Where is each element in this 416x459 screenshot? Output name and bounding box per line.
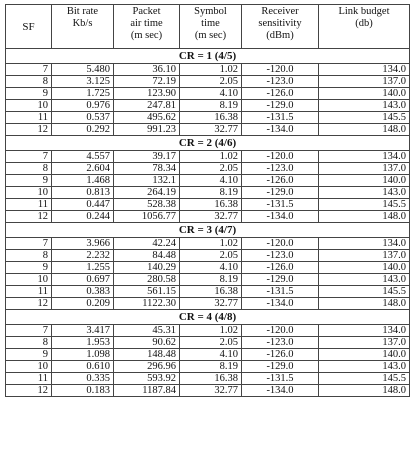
cell-link-budget: 134.0	[319, 325, 410, 337]
cell-sf: 11	[6, 112, 52, 124]
cell-link-budget: 148.0	[319, 298, 410, 310]
cell-bitrate: 0.335	[52, 373, 114, 385]
cell-sf: 12	[6, 298, 52, 310]
cell-airtime: 36.10	[114, 64, 180, 76]
cell-symbol-time: 16.38	[180, 199, 242, 211]
lora-parameters-table	[5, 4, 410, 397]
cell-sensitivity: -126.0	[242, 349, 319, 361]
cell-airtime: 528.38	[114, 199, 180, 211]
cell-symbol-time: 4.10	[180, 349, 242, 361]
table-row	[6, 274, 410, 286]
cell-sensitivity: -126.0	[242, 262, 319, 274]
cell-airtime: 561.15	[114, 286, 180, 298]
header-bitrate-line2: Kb/s	[72, 18, 93, 29]
cell-sf: 12	[6, 385, 52, 397]
cell-symbol-time: 2.05	[180, 250, 242, 262]
table-row	[6, 187, 410, 199]
cell-sf: 7	[6, 325, 52, 337]
cell-sf: 12	[6, 124, 52, 136]
table-row	[6, 76, 410, 88]
cell-link-budget: 143.0	[319, 187, 410, 199]
cell-bitrate: 1.255	[52, 262, 114, 274]
cell-airtime: 72.19	[114, 76, 180, 88]
cell-link-budget: 137.0	[319, 163, 410, 175]
header-symbol-line1: Symbol	[194, 6, 227, 17]
header-sensitivity-line2: sensitivity	[258, 18, 302, 29]
cell-airtime: 78.34	[114, 163, 180, 175]
table-row	[6, 298, 410, 310]
cell-bitrate: 2.604	[52, 163, 114, 175]
header-sensitivity-line1: Receiver	[261, 6, 299, 17]
cell-symbol-time: 4.10	[180, 175, 242, 187]
cell-sf: 8	[6, 337, 52, 349]
cell-symbol-time: 2.05	[180, 76, 242, 88]
cell-link-budget: 137.0	[319, 337, 410, 349]
table-row	[6, 175, 410, 187]
table-row	[6, 262, 410, 274]
cell-symbol-time: 1.02	[180, 325, 242, 337]
cell-sensitivity: -120.0	[242, 151, 319, 163]
cell-airtime: 90.62	[114, 337, 180, 349]
cell-sf: 8	[6, 250, 52, 262]
group-header-row	[6, 223, 410, 238]
cell-sf: 10	[6, 361, 52, 373]
cell-bitrate: 3.417	[52, 325, 114, 337]
header-budget-line2: (db)	[355, 18, 373, 29]
cell-link-budget: 145.5	[319, 286, 410, 298]
header-sf: SF	[6, 5, 52, 49]
cell-bitrate: 1.725	[52, 88, 114, 100]
cell-sensitivity: -129.0	[242, 187, 319, 199]
cell-sf: 11	[6, 373, 52, 385]
table-row	[6, 385, 410, 397]
table-row	[6, 88, 410, 100]
coding-rate-label: CR = 2 (4/6)	[6, 136, 410, 151]
cell-bitrate: 0.183	[52, 385, 114, 397]
cell-symbol-time: 8.19	[180, 187, 242, 199]
cell-link-budget: 148.0	[319, 385, 410, 397]
cell-symbol-time: 4.10	[180, 88, 242, 100]
cell-airtime: 45.31	[114, 325, 180, 337]
header-airtime-line1: Packet	[132, 6, 161, 17]
header-sensitivity-line3: (dBm)	[266, 30, 294, 41]
cell-airtime: 593.92	[114, 373, 180, 385]
cell-sensitivity: -120.0	[242, 238, 319, 250]
cell-symbol-time: 8.19	[180, 361, 242, 373]
table-row	[6, 325, 410, 337]
cell-bitrate: 4.557	[52, 151, 114, 163]
cell-sf: 9	[6, 88, 52, 100]
table-row	[6, 112, 410, 124]
cell-symbol-time: 16.38	[180, 112, 242, 124]
cell-bitrate: 0.244	[52, 211, 114, 223]
cell-airtime: 280.58	[114, 274, 180, 286]
header-sensitivity	[242, 5, 319, 49]
cell-sensitivity: -129.0	[242, 274, 319, 286]
header-bitrate	[52, 5, 114, 49]
cell-link-budget: 148.0	[319, 211, 410, 223]
cell-sensitivity: -126.0	[242, 175, 319, 187]
cell-sf: 8	[6, 163, 52, 175]
header-budget-line1: Link budget	[338, 6, 390, 17]
cell-bitrate: 0.292	[52, 124, 114, 136]
cell-link-budget: 137.0	[319, 250, 410, 262]
cell-link-budget: 134.0	[319, 151, 410, 163]
cell-sensitivity: -120.0	[242, 325, 319, 337]
cell-link-budget: 148.0	[319, 124, 410, 136]
table-header	[6, 5, 410, 49]
cell-link-budget: 140.0	[319, 262, 410, 274]
cell-sensitivity: -134.0	[242, 298, 319, 310]
group-header-row	[6, 136, 410, 151]
cell-sf: 7	[6, 151, 52, 163]
group-header-row	[6, 49, 410, 64]
header-row	[6, 5, 410, 49]
cell-sf: 9	[6, 262, 52, 274]
cell-bitrate: 0.537	[52, 112, 114, 124]
cell-bitrate: 0.976	[52, 100, 114, 112]
cell-airtime: 495.62	[114, 112, 180, 124]
cell-bitrate: 1.468	[52, 175, 114, 187]
cell-sensitivity: -134.0	[242, 124, 319, 136]
cell-bitrate: 0.209	[52, 298, 114, 310]
cell-sf: 8	[6, 76, 52, 88]
cell-bitrate: 2.232	[52, 250, 114, 262]
cell-symbol-time: 8.19	[180, 100, 242, 112]
group-header-row	[6, 310, 410, 325]
cell-airtime: 991.23	[114, 124, 180, 136]
cell-sf: 7	[6, 64, 52, 76]
cell-link-budget: 134.0	[319, 238, 410, 250]
header-airtime-line3: (m sec)	[130, 30, 163, 41]
coding-rate-label: CR = 3 (4/7)	[6, 223, 410, 238]
cell-sensitivity: -131.5	[242, 112, 319, 124]
cell-symbol-time: 16.38	[180, 373, 242, 385]
header-symbol-line2: time	[201, 18, 220, 29]
cell-bitrate: 0.383	[52, 286, 114, 298]
cell-airtime: 1122.30	[114, 298, 180, 310]
table-row	[6, 286, 410, 298]
header-budget	[319, 5, 410, 49]
cell-link-budget: 145.5	[319, 199, 410, 211]
coding-rate-label: CR = 4 (4/8)	[6, 310, 410, 325]
cell-airtime: 264.19	[114, 187, 180, 199]
cell-bitrate: 1.098	[52, 349, 114, 361]
table-row	[6, 250, 410, 262]
table-row	[6, 238, 410, 250]
cell-airtime: 1187.84	[114, 385, 180, 397]
cell-sf: 7	[6, 238, 52, 250]
cell-sensitivity: -120.0	[242, 64, 319, 76]
cell-link-budget: 134.0	[319, 64, 410, 76]
cell-sf: 9	[6, 349, 52, 361]
table-row	[6, 373, 410, 385]
cell-sf: 10	[6, 187, 52, 199]
cell-sensitivity: -123.0	[242, 76, 319, 88]
cell-symbol-time: 2.05	[180, 337, 242, 349]
table-row	[6, 124, 410, 136]
table-body	[6, 49, 410, 397]
cell-symbol-time: 4.10	[180, 262, 242, 274]
header-symbol	[180, 5, 242, 49]
header-airtime-line2: air time	[130, 18, 163, 29]
cell-bitrate: 0.610	[52, 361, 114, 373]
cell-link-budget: 143.0	[319, 361, 410, 373]
cell-sensitivity: -131.5	[242, 199, 319, 211]
cell-airtime: 296.96	[114, 361, 180, 373]
header-symbol-line3: (m sec)	[194, 30, 227, 41]
cell-airtime: 42.24	[114, 238, 180, 250]
cell-bitrate: 0.447	[52, 199, 114, 211]
cell-symbol-time: 1.02	[180, 64, 242, 76]
cell-link-budget: 145.5	[319, 112, 410, 124]
cell-airtime: 84.48	[114, 250, 180, 262]
cell-airtime: 39.17	[114, 151, 180, 163]
header-bitrate-line1: Bit rate	[66, 6, 99, 17]
table-row	[6, 199, 410, 211]
cell-sensitivity: -123.0	[242, 250, 319, 262]
cell-airtime: 148.48	[114, 349, 180, 361]
cell-sensitivity: -134.0	[242, 211, 319, 223]
cell-link-budget: 137.0	[319, 76, 410, 88]
cell-sensitivity: -131.5	[242, 286, 319, 298]
cell-sensitivity: -123.0	[242, 337, 319, 349]
cell-link-budget: 140.0	[319, 88, 410, 100]
table-row	[6, 211, 410, 223]
header-airtime	[114, 5, 180, 49]
table-row	[6, 64, 410, 76]
table-row	[6, 163, 410, 175]
cell-bitrate: 0.697	[52, 274, 114, 286]
cell-airtime: 132.1	[114, 175, 180, 187]
cell-symbol-time: 2.05	[180, 163, 242, 175]
table-row	[6, 151, 410, 163]
cell-symbol-time: 1.02	[180, 238, 242, 250]
cell-sensitivity: -123.0	[242, 163, 319, 175]
cell-airtime: 140.29	[114, 262, 180, 274]
cell-link-budget: 140.0	[319, 349, 410, 361]
cell-symbol-time: 32.77	[180, 124, 242, 136]
cell-sensitivity: -129.0	[242, 361, 319, 373]
table-row	[6, 100, 410, 112]
table-row	[6, 361, 410, 373]
cell-sensitivity: -134.0	[242, 385, 319, 397]
cell-symbol-time: 8.19	[180, 274, 242, 286]
cell-sf: 9	[6, 175, 52, 187]
cell-airtime: 247.81	[114, 100, 180, 112]
table-row	[6, 349, 410, 361]
cell-sf: 12	[6, 211, 52, 223]
coding-rate-label: CR = 1 (4/5)	[6, 49, 410, 64]
cell-airtime: 1056.77	[114, 211, 180, 223]
cell-symbol-time: 32.77	[180, 298, 242, 310]
cell-link-budget: 140.0	[319, 175, 410, 187]
cell-link-budget: 145.5	[319, 373, 410, 385]
cell-sensitivity: -131.5	[242, 373, 319, 385]
cell-bitrate: 5.480	[52, 64, 114, 76]
table-container	[5, 4, 409, 397]
cell-airtime: 123.90	[114, 88, 180, 100]
cell-link-budget: 143.0	[319, 274, 410, 286]
table-row	[6, 337, 410, 349]
cell-symbol-time: 16.38	[180, 286, 242, 298]
cell-bitrate: 1.953	[52, 337, 114, 349]
cell-sf: 10	[6, 100, 52, 112]
cell-bitrate: 0.813	[52, 187, 114, 199]
cell-sf: 11	[6, 286, 52, 298]
cell-sensitivity: -129.0	[242, 100, 319, 112]
cell-sensitivity: -126.0	[242, 88, 319, 100]
cell-symbol-time: 1.02	[180, 151, 242, 163]
cell-symbol-time: 32.77	[180, 211, 242, 223]
cell-bitrate: 3.966	[52, 238, 114, 250]
cell-sf: 10	[6, 274, 52, 286]
cell-sf: 11	[6, 199, 52, 211]
cell-symbol-time: 32.77	[180, 385, 242, 397]
cell-bitrate: 3.125	[52, 76, 114, 88]
cell-link-budget: 143.0	[319, 100, 410, 112]
